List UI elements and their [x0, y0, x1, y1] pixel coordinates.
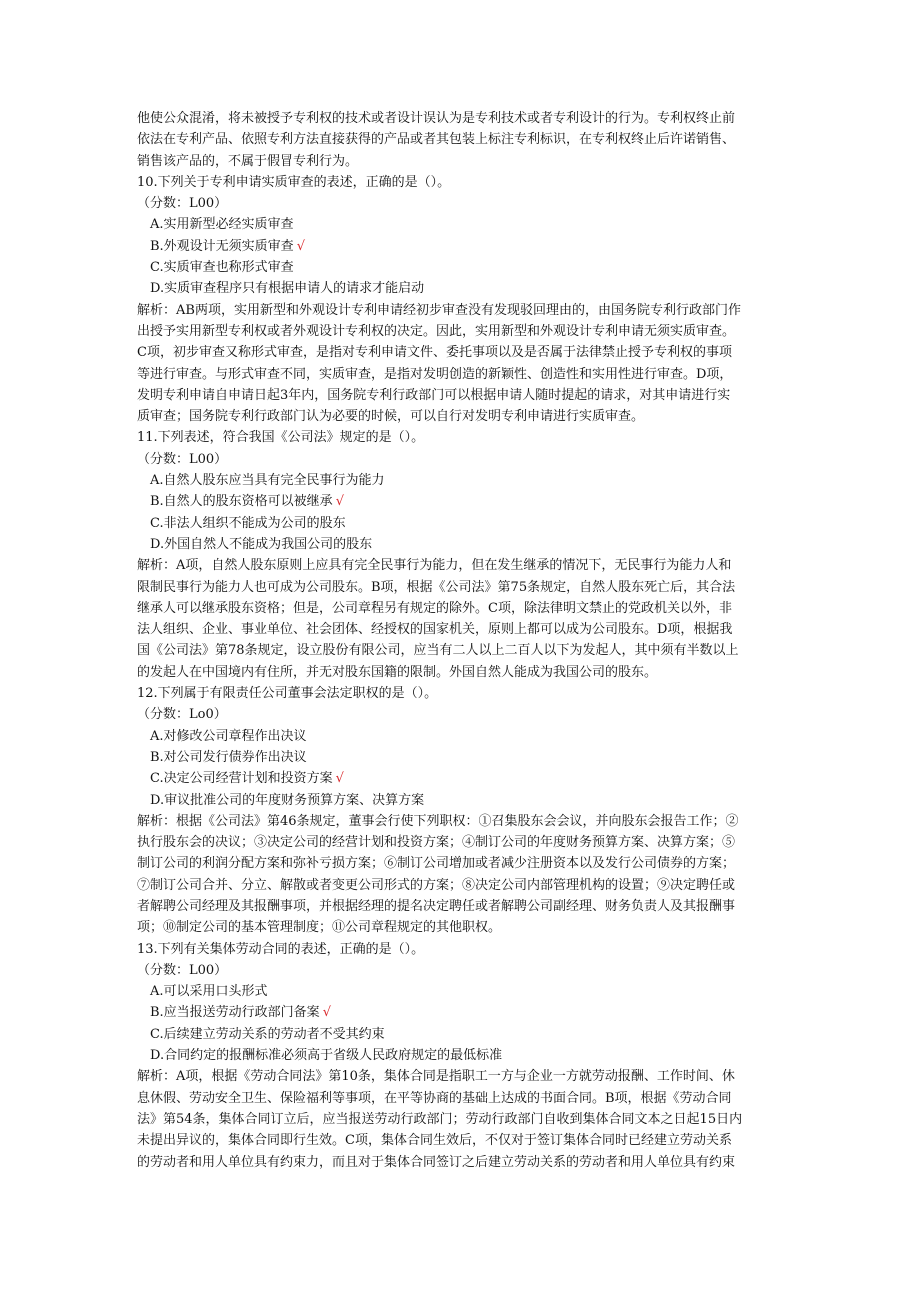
option-label: B.自然人的股东资格可以被继承 — [150, 494, 333, 510]
option-d — [137, 534, 787, 555]
text-line: 解析：A项，根据《劳动合同法》第10条，集体合同是指职工一方与企业一方就劳动报酬、工作时间、休 — [137, 1069, 735, 1085]
text-line: 依法在专利产品、依照专利方法直接获得的产品或者其包装上标注专利标识，在专利权终止后许诺销售、 — [137, 132, 736, 148]
option-label: B.对公司发行债券作出决议 — [150, 749, 307, 765]
correct-check-icon: √ — [322, 1005, 331, 1021]
option-a — [137, 214, 787, 235]
question-text: 11.下列表述，符合我国《公司法》规定的是（）。 — [137, 430, 425, 446]
option-label: C.非法人组织不能成为公司的股东 — [150, 515, 346, 531]
correct-check-icon: √ — [335, 771, 344, 787]
option-label: D.审议批准公司的年度财务预算方案、决算方案 — [150, 792, 425, 808]
option-d — [137, 790, 787, 811]
text-line: C项，初步审查又称形式审查，是指对专利申请文件、委托事项以及是否属于法律禁止授予专利权的事项 — [137, 345, 732, 361]
option-label: C.实质审查也称形式审查 — [150, 260, 294, 276]
question-score: （分数：L00） — [137, 196, 228, 212]
analysis-paragraph — [137, 811, 787, 939]
analysis-paragraph — [137, 300, 787, 428]
question-score: （分数：L00） — [137, 962, 228, 978]
text-line: 的发起人在中国境内有住所，并无对股东国籍的限制。外国自然人能成为我国公司的股东。 — [137, 664, 658, 680]
option-d — [137, 278, 787, 299]
question-block — [137, 683, 787, 939]
text-line: 解析：A项，自然人股东原则上应具有完全民事行为能力，但在发生继承的情况下，无民事行为能力人和 — [137, 558, 732, 574]
text-line: 销售该产品的，不属于假冒专利行为。 — [137, 153, 359, 169]
text-line: 国《公司法》第78条规定，设立股份有限公司，应当有二人以上二百人以下为发起人，其中须有半数以上 — [137, 643, 739, 659]
question-score: （分数：L00） — [137, 451, 228, 467]
text-line: 解析：AB两项，实用新型和外观设计专利申请经初步审查没有发现驳回理由的，由国务院专利行政部门作 — [137, 302, 741, 318]
option-d — [137, 1045, 787, 1066]
option-label: A.实用新型必经实质审查 — [150, 217, 294, 233]
option-b — [137, 747, 787, 768]
text-line: 息休假、劳动安全卫生、保险福利等事项，在平等协商的基础上达成的书面合同。B项，根据《劳动合同 — [137, 1090, 732, 1106]
text-line: 等进行审查。与形式审查不同，实质审查，是指对发明创造的新颖性、创造性和实用性进行审查。D项， — [137, 366, 733, 382]
option-b — [137, 491, 787, 512]
text-line: 法》第54条，集体合同订立后，应当报送劳动行政部门；劳动行政部门自收到集体合同文本之日起15日内 — [137, 1111, 743, 1127]
option-a — [137, 470, 787, 491]
option-label: D.合同约定的报酬标准必须高于省级人民政府规定的最低标准 — [150, 1048, 503, 1064]
correct-check-icon: √ — [296, 238, 305, 254]
option-label: D.实质审查程序只有根据申请人的请求才能启动 — [150, 281, 425, 297]
text-line: 解析：根据《公司法》第46条规定，董事会行使下列职权：①召集股东会会议，并向股东会报告工作；② — [137, 813, 739, 829]
text-line: 他使公众混淆，将未被授予专利权的技术或者设计误认为是专利技术或者专利设计的行为。专利权终止前 — [137, 111, 736, 126]
text-line: 发明专利申请自申请日起3年内，国务院专利行政部门可以根据申请人随时提起的请求，对其申请进行实 — [137, 387, 731, 403]
text-line: 限制民事行为能力人也可成为公司股东。B项，根据《公司法》第75条规定，自然人股东死亡后，其合法 — [137, 579, 736, 595]
text-line: ⑦制订公司合并、分立、解散或者变更公司形式的方案；⑧决定公司内部管理机构的设置；⑨决定聘任或 — [137, 877, 736, 893]
intro-paragraph — [137, 108, 787, 172]
option-label: A.可以采用口头形式 — [150, 984, 268, 1000]
text-line: 质审查；国务院专利行政部门认为必要的时候，可以自行对发明专利申请进行实质审查。 — [137, 409, 645, 425]
option-label: D.外国自然人不能成为我国公司的股东 — [150, 536, 373, 552]
document-page — [137, 108, 787, 1173]
question-block — [137, 939, 787, 1173]
question-text: 10.下列关于专利申请实质审查的表述，正确的是（）。 — [137, 174, 451, 190]
option-c — [137, 768, 787, 789]
text-line: 者解聘公司经理及其报酬事项，并根据经理的提名决定聘任或者解聘公司副经理、财务负责人及其报酬事 — [137, 898, 736, 914]
analysis-paragraph — [137, 1066, 787, 1172]
option-label: B.外观设计无须实质审查 — [150, 238, 294, 254]
option-c — [137, 1024, 787, 1045]
option-label: A.对修改公司章程作出决议 — [150, 728, 307, 744]
text-line: 未提出异议的，集体合同即行生效。C项，集体合同生效后，不仅对于签订集体合同时已经建立劳动关系 — [137, 1133, 732, 1149]
question-block — [137, 427, 787, 683]
option-label: B.应当报送劳动行政部门备案 — [150, 1005, 320, 1021]
text-line: 项；⑩制定公司的基本管理制度；⑪公司章程规定的其他职权。 — [137, 920, 502, 936]
option-label: C.决定公司经营计划和投资方案 — [150, 771, 333, 787]
question-block — [137, 172, 787, 428]
option-c — [137, 513, 787, 534]
option-label: A.自然人股东应当具有完全民事行为能力 — [150, 473, 385, 489]
question-text: 12.下列属于有限责任公司董事会法定职权的是（）。 — [137, 686, 438, 702]
option-label: C.后续建立劳动关系的劳动者不受其约束 — [150, 1026, 385, 1042]
option-c — [137, 257, 787, 278]
text-line: 制订公司的利润分配方案和弥补亏损方案；⑥制订公司增加或者减少注册资本以及发行公司债券的方案； — [137, 856, 736, 872]
correct-check-icon: √ — [335, 494, 344, 510]
analysis-paragraph — [137, 555, 787, 683]
question-score: （分数：Lo0） — [137, 707, 227, 723]
option-a — [137, 726, 787, 747]
option-b — [137, 1002, 787, 1023]
question-text: 13.下列有关集体劳动合同的表述，正确的是（）。 — [137, 941, 425, 957]
option-b — [137, 236, 787, 257]
text-line: 继承人可以继承股东资格；但是，公司章程另有规定的除外。C项，除法律明文禁止的党政机关以外，非 — [137, 600, 732, 616]
text-line: 执行股东会的决议；③决定公司的经营计划和投资方案；④制订公司的年度财务预算方案、决算方案；⑤ — [137, 835, 736, 851]
text-line: 法人组织、企业、事业单位、社会团体、经授权的国家机关，原则上都可以成为公司股东。D项，根据我 — [137, 622, 733, 638]
text-line: 出授予实用新型专利权或者外观设计专利权的决定。因此，实用新型和外观设计专利申请无须实质审查。 — [137, 323, 736, 339]
text-line: 的劳动者和用人单位具有约束力，而且对于集体合同签订之后建立劳动关系的劳动者和用人单位具有约束 — [137, 1154, 736, 1170]
option-a — [137, 981, 787, 1002]
